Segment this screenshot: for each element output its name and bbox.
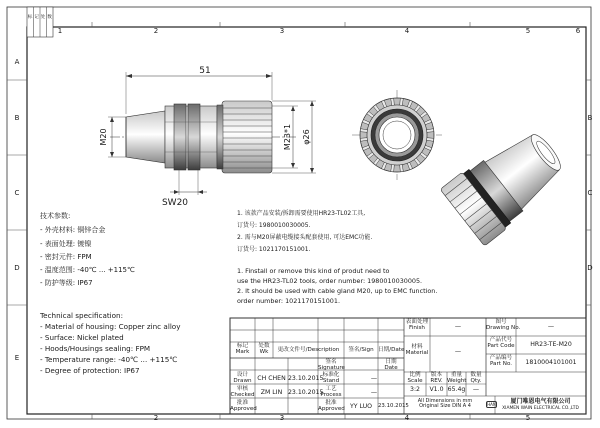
tb-scale-value: 3:2: [410, 386, 420, 393]
tb-finish-value: —: [454, 323, 462, 330]
tb-material-value: —: [454, 348, 462, 355]
row-mark: C: [14, 189, 20, 197]
tb-part-no-label: 产品编号 Part No.: [489, 355, 513, 367]
tb-checked-date: 23.10.2015: [288, 389, 324, 396]
row-mark: B: [587, 114, 593, 122]
column-mark: 4: [404, 27, 410, 35]
notes-en-item: - Temperature range: -40℃ ... +115℃: [40, 355, 178, 364]
tb-approved-caption: 批准 Approved: [230, 400, 257, 412]
column-mark: 3: [279, 414, 285, 422]
tb-approved-name: YY LUO: [349, 403, 373, 410]
revision-strip-char: 标: [27, 15, 33, 20]
tb-drawn-date: 23.10.2015: [288, 375, 324, 382]
notes-zh-item: - 外壳材料: 铜锌合金: [40, 226, 106, 234]
tb-date2-label: 日期 Date: [384, 359, 398, 371]
tb-sign-label: 签名/Sign: [348, 347, 374, 353]
side-view: [99, 66, 316, 208]
assembly-note-en: 2. It should be used with cable gland M20, up to EMC function.: [237, 287, 438, 295]
notes-en-item: - Degree of protection: IP67: [40, 366, 140, 375]
notes-en-item: - Surface: Nickel plated: [40, 333, 124, 342]
tb-change-label: 更改文件号/Description: [277, 347, 340, 353]
notes-zh-item: - 表面处理: 镀镍: [40, 240, 92, 248]
column-mark: 4: [404, 414, 410, 422]
dimension-m20: M20: [99, 128, 108, 146]
notes-zh-title: 技术参数:: [40, 212, 71, 220]
tb-part-no-value: 1810004101001: [525, 359, 577, 366]
tb-signature-label: 签名 Signature: [318, 359, 345, 371]
assembly-note-en: 1. Finstall or remove this kind of produt need to: [237, 267, 390, 275]
knurl-tooth: [394, 165, 401, 172]
notes-en-title: Technical specification:: [40, 311, 124, 320]
tb-company-en: XIAMEN WAIN ELECTRICAL CO.,LTD: [502, 406, 579, 411]
tb-drawn-name: CH CHEN: [257, 375, 286, 382]
tb-process-label: 工艺 Process: [320, 386, 342, 398]
tb-weight-label: 重量 Weight: [447, 372, 467, 384]
dimension-diameter: φ26: [302, 129, 311, 145]
tb-standard-value: —: [370, 375, 378, 382]
tb-rev-label: 版本 REV.: [430, 372, 443, 384]
column-mark: 3: [279, 27, 285, 35]
tb-checked-name: ZM LIN: [260, 389, 283, 396]
assembly-note-zh: 订货号: 1021170151001.: [237, 246, 311, 253]
assembly-note-zh: 订货号: 1980010030005.: [237, 222, 311, 229]
revision-strip-char: 数: [47, 15, 52, 20]
tb-material-label: 材料 Material: [405, 344, 429, 356]
knurl-tooth: [394, 98, 401, 105]
tb-drawn-label: 设计 Drawn: [233, 372, 252, 384]
tb-count-label: 处数 Wk: [258, 343, 270, 355]
dimension-length: 51: [199, 66, 211, 76]
assembly-note-zh: 2. 需与M20屏蔽电缆接头配套使用, 可达EMC功能.: [237, 234, 373, 241]
tb-date-label: 日期/Date: [378, 347, 405, 353]
company-logo: HAN: [487, 402, 496, 407]
assembly-note-en: order number: 1021170151001.: [237, 297, 340, 305]
tb-dims-note: All Dimensions in mm Original Size DIN A 4: [417, 398, 473, 410]
dimension-wrench: SW20: [161, 198, 189, 208]
revision-strip: [27, 7, 53, 37]
tb-checked-label: 审核 Checked: [230, 386, 255, 398]
revision-strip-char: 处: [40, 15, 46, 20]
tb-mark-label: 标记 Mark: [235, 343, 250, 355]
tb-approved-label: 批准 Approved: [318, 400, 345, 412]
assembly-note-en: use the HR23-TL02 tools, order number: 1980010030005.: [237, 277, 423, 285]
row-mark: D: [587, 264, 593, 272]
tb-part-code-value: HR23-TE-M20: [530, 341, 572, 348]
row-mark: B: [14, 114, 20, 122]
notes-zh-item: - 防护等级: IP67: [40, 279, 93, 287]
tb-approved-date: 23.10.2015: [378, 403, 409, 409]
tb-process-value: —: [370, 389, 378, 396]
notes-en-item: - Hoods/Housings sealing: FPM: [40, 344, 151, 353]
tb-company-zh: 厦门唯恩电气有限公司: [510, 398, 571, 405]
front-view: [352, 90, 442, 180]
tb-part-code-label: 产品代号 Part Code: [487, 337, 515, 349]
column-mark: 1: [57, 27, 63, 35]
dimension-m23: M23*1: [283, 123, 292, 151]
column-mark: 5: [525, 27, 531, 35]
row-mark: A: [14, 58, 20, 66]
column-mark: 6: [575, 27, 581, 35]
row-mark: C: [587, 189, 593, 197]
tb-weight-value: 65.4g: [447, 386, 466, 393]
row-mark: D: [14, 264, 20, 272]
column-mark: 2: [153, 414, 159, 422]
row-mark: E: [14, 354, 20, 362]
column-mark: 2: [153, 27, 159, 35]
tb-rev-value: V1.0: [429, 386, 444, 393]
notes-zh-item: - 密封元件: FPM: [40, 253, 92, 261]
notes-en-item: - Material of housing: Copper zinc alloy: [40, 322, 181, 331]
knurl-tooth: [427, 132, 434, 139]
revision-strip-char: 记: [34, 15, 39, 20]
isometric-view: [440, 120, 573, 246]
tb-scale-label: 比例 Scale: [407, 372, 423, 384]
assembly-note-zh: 1. 该款产品安装/拆卸需要使用HR23-TL02工具,: [237, 210, 366, 217]
tb-finish-label: 表面处理 Finish: [405, 319, 429, 331]
tb-standard-label: 标准化 Stand: [322, 372, 340, 384]
tb-drawing-no-label: 图号 Drawing No.: [486, 319, 521, 331]
knurl-tooth: [360, 132, 367, 139]
column-mark: 5: [525, 414, 531, 422]
tb-drawing-no-value: —: [547, 323, 555, 330]
conical-nose: [126, 111, 165, 163]
tb-qty-value: —: [472, 386, 480, 393]
notes-zh-item: - 温度范围: -40℃ ... +115℃: [40, 266, 135, 274]
tb-qty-label: 数量 Qty.: [470, 372, 482, 384]
